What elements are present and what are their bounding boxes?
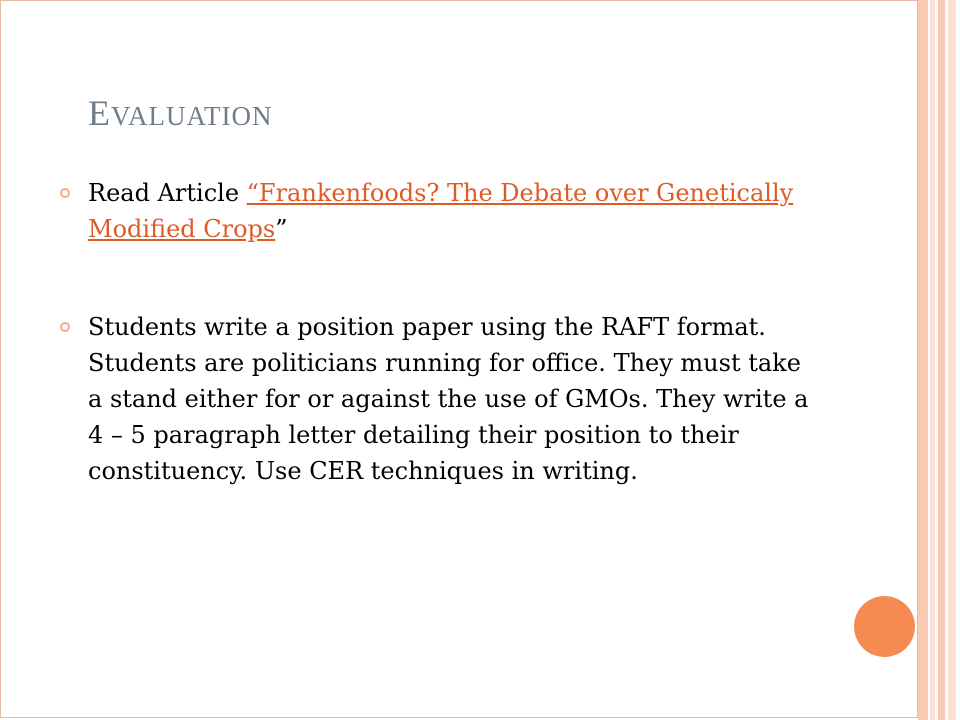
- bullet-text: Students write a position paper using the RAFT format. Students are politicians running for office. They must take a stand either for or against the use of GMOs. They write a 4 – 5 paragraph letter detailing their position to their constituency. Use CER techniques in writing.: [88, 313, 809, 485]
- stripe: [930, 0, 935, 720]
- decorative-stripes: [918, 0, 960, 720]
- bullet-list: [60, 175, 820, 489]
- stripe: [948, 0, 956, 720]
- bullet-ring-icon: [60, 188, 70, 198]
- list-item: [60, 309, 820, 489]
- list-item: [60, 175, 820, 247]
- article-link[interactable]: “Frankenfoods? The Debate over Genetically Modified Crops: [88, 179, 794, 243]
- title-initial: E: [88, 93, 111, 133]
- bullet-prefix: Read Article: [88, 179, 247, 207]
- bullet-ring-icon: [60, 322, 70, 332]
- stripe: [938, 0, 945, 720]
- stripe: [918, 0, 928, 720]
- title-rest: VALUATION: [111, 101, 273, 131]
- accent-circle: [854, 596, 915, 657]
- bullet-suffix: ”: [275, 215, 288, 243]
- slide-title: [88, 92, 273, 134]
